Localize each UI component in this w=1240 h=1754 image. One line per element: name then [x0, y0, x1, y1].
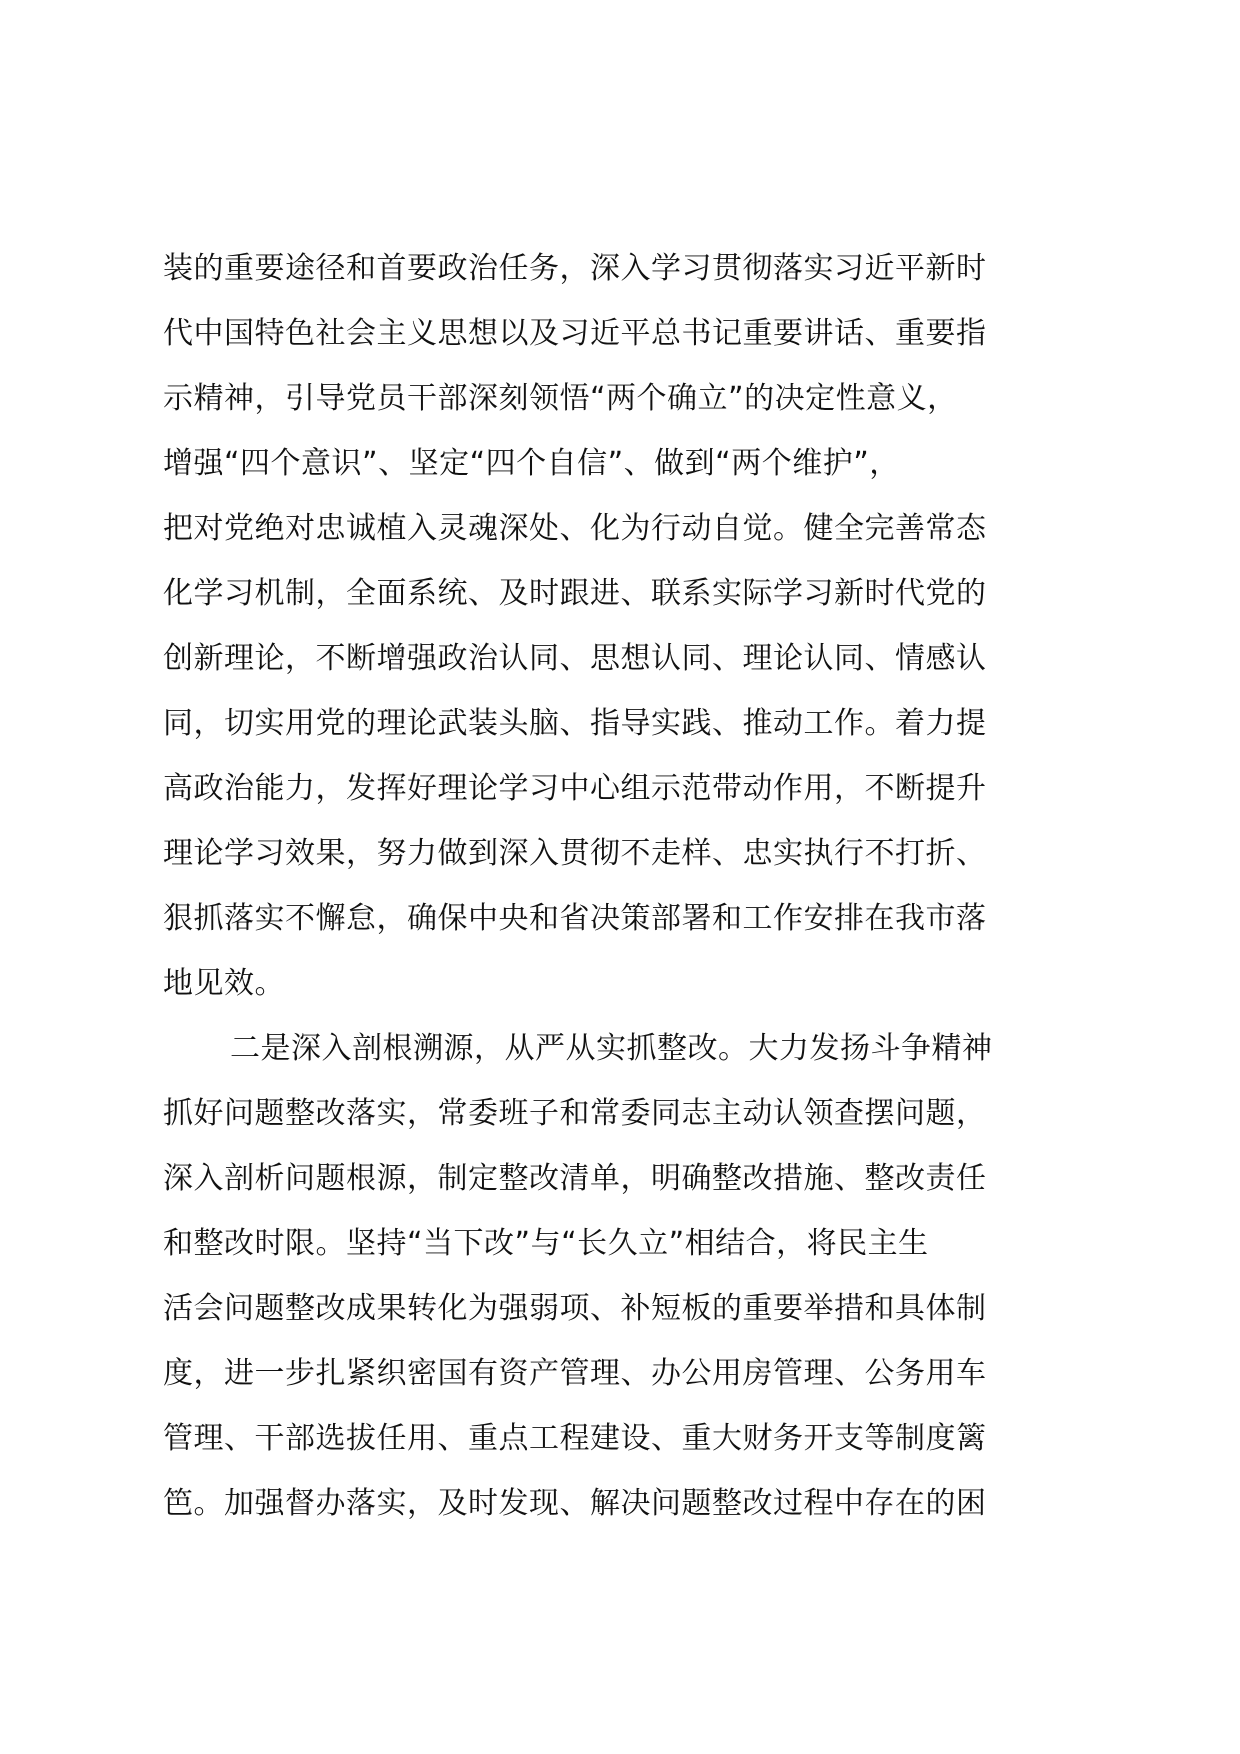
body-text: [163, 236, 1103, 1536]
text-line: 管理、干部选拔任用、重点工程建设、重大财务开支等制度篱: [163, 1421, 987, 1456]
paragraph-start-line: 二是深入剖根溯源，从严从实抓整改。大力发扬斗争精神: [230, 1031, 993, 1066]
text-line: 理论学习效果，努力做到深入贯彻不走样、忠实执行不打折、: [163, 836, 987, 871]
text-line: 创新理论，不断增强政治认同、思想认同、理论认同、情感认: [163, 641, 987, 676]
text-line: 增强“四个意识”、坚定“四个自信”、做到“两个维护”，: [163, 446, 900, 481]
text-line: 高政治能力，发挥好理论学习中心组示范带动作用，不断提升: [163, 771, 987, 806]
text-line: 同，切实用党的理论武装头脑、指导实践、推动工作。着力提: [163, 706, 987, 741]
text-line: 化学习机制，全面系统、及时跟进、联系实际学习新时代党的: [163, 576, 987, 611]
text-line: 代中国特色社会主义思想以及习近平总书记重要讲话、重要指: [163, 316, 987, 351]
text-line: 笆。加强督办落实，及时发现、解决问题整改过程中存在的困: [163, 1486, 987, 1521]
text-line: 装的重要途径和首要政治任务，深入学习贯彻落实习近平新时: [163, 251, 987, 286]
text-line: 和整改时限。坚持“当下改”与“长久立”相结合，将民主生: [163, 1226, 929, 1261]
text-line: 狠抓落实不懈怠，确保中央和省决策部署和工作安排在我市落: [163, 901, 987, 936]
text-line: 度，进一步扎紧织密国有资产管理、办公用房管理、公务用车: [163, 1356, 987, 1391]
text-line: 示精神，引导党员干部深刻领悟“两个确立”的决定性意义，: [163, 381, 958, 416]
text-line: 抓好问题整改落实，常委班子和常委同志主动认领查摆问题，: [163, 1096, 987, 1131]
text-line: 把对党绝对忠诚植入灵魂深处、化为行动自觉。健全完善常态: [163, 511, 987, 546]
text-line: 地见效。: [163, 966, 285, 1001]
text-line: 深入剖析问题根源，制定整改清单，明确整改措施、整改责任: [163, 1161, 987, 1196]
text-line: 活会问题整改成果转化为强弱项、补短板的重要举措和具体制: [163, 1291, 987, 1326]
